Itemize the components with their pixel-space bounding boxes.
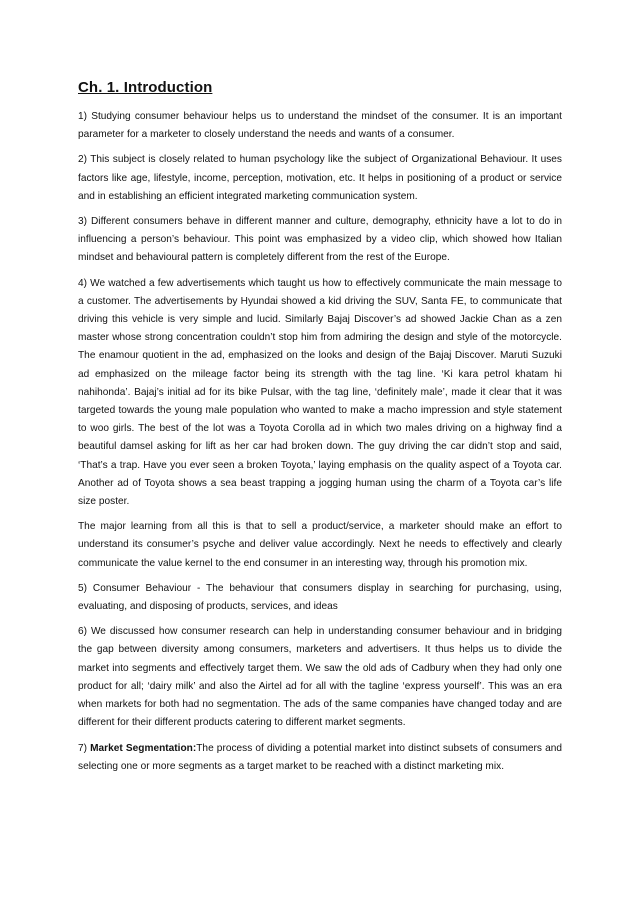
paragraph-7 xyxy=(78,740,562,776)
paragraph-6: 6) We discussed how consumer research can help in understanding consumer behaviour and in bridging the gap between diversity among consumers, marketers and advertisers. It thus helps us to divide the market into segments and effectively target them. We saw the old ads of Cadbury when they had only one product for all; ‘dairy milk’ and also the Airtel ad for all with the tagline ‘express yourself’. This was an era when markets for both had no segmentation. The ads of the same companies have changed today and are different for their different products catering to different market segments. xyxy=(78,626,562,729)
paragraph-5: 5) Consumer Behaviour - The behaviour that consumers display in searching for purchasing, using, evaluating, and disposing of products, services, and ideas xyxy=(78,582,562,613)
paragraph-7-text: The process of dividing a potential market into distinct subsets of consumers and selecting one or more segments as a target market to be reached with a distinct marketing mix. xyxy=(78,742,562,772)
paragraph-1: 1) Studying consumer behaviour helps us to understand the mindset of the consumer. It is an important parameter for a marketer to closely understand the needs and wants of a consumer. xyxy=(78,111,562,141)
paragraph-major-learning: The major learning from all this is that to sell a product/service, a marketer should make an effort to understand its consumer’s psyche and deliver value accordingly. Next he needs to effectively and clearly communicate the value kernel to the end consumer in an interesting way, through his promotion mix. xyxy=(78,521,562,569)
document-page xyxy=(78,78,562,783)
paragraph-2: 2) This subject is closely related to human psychology like the subject of Organizational Behaviour. It uses factors like age, lifestyle, income, perception, motivation, etc. It helps in positioning of a product or service and in establishing an efficient integrated marketing communication system. xyxy=(78,154,562,202)
paragraph-4: 4) We watched a few advertisements which taught us how to effectively communicate the main message to a customer. The advertisements by Hyundai showed a kid driving the SUV, Santa FE, to communicate that driving this vehicle is very simple and lucid. Similarly Bajaj Discover’s ad showed Jackie Chan as a zen master whose strong concentration couldn’t stop him from admiring the design and style of the motorcycle. The enamour quotient in the ad, emphasized on the looks and design of the Bajaj Discover. Maruti Suzuki ad emphasized on the mileage factor being its strength with the tag line. ‘Ki kara petrol khatam hi nahihonda’. Bajaj’s initial ad for its bike Pulsar, with the tag line, ‘definitely male’, made it clear that it was targeted towards the young male population who wanted to make a macho impression and style statement to woo girls. The best of the lot was a Toyota Corolla ad in which two males driving on a highway find a beautiful damsel asking for lift as her car had broken down. The guy driving the car didn’t stop and said, ‘That’s a trap. Have you ever seen a broken Toyota,’ laying emphasis on the quality aspect of a Toyota car. Another ad of Toyota shows a sea beast trapping a jogging human using the charm of a Toyota car’s life size poster. xyxy=(78,277,562,508)
paragraph-7-prefix: 7) xyxy=(78,742,91,754)
market-segmentation-term: Market Segmentation: xyxy=(90,742,197,754)
paragraph-3: 3) Different consumers behave in different manner and culture, demography, ethnicity have a lot to do in influencing a person’s behaviour. This point was emphasized by a video clip, which showed how Italian mindset and behavioural pattern is completely different from the rest of the Europe. xyxy=(78,216,562,264)
page-title: Ch. 1. Introduction xyxy=(78,79,213,96)
